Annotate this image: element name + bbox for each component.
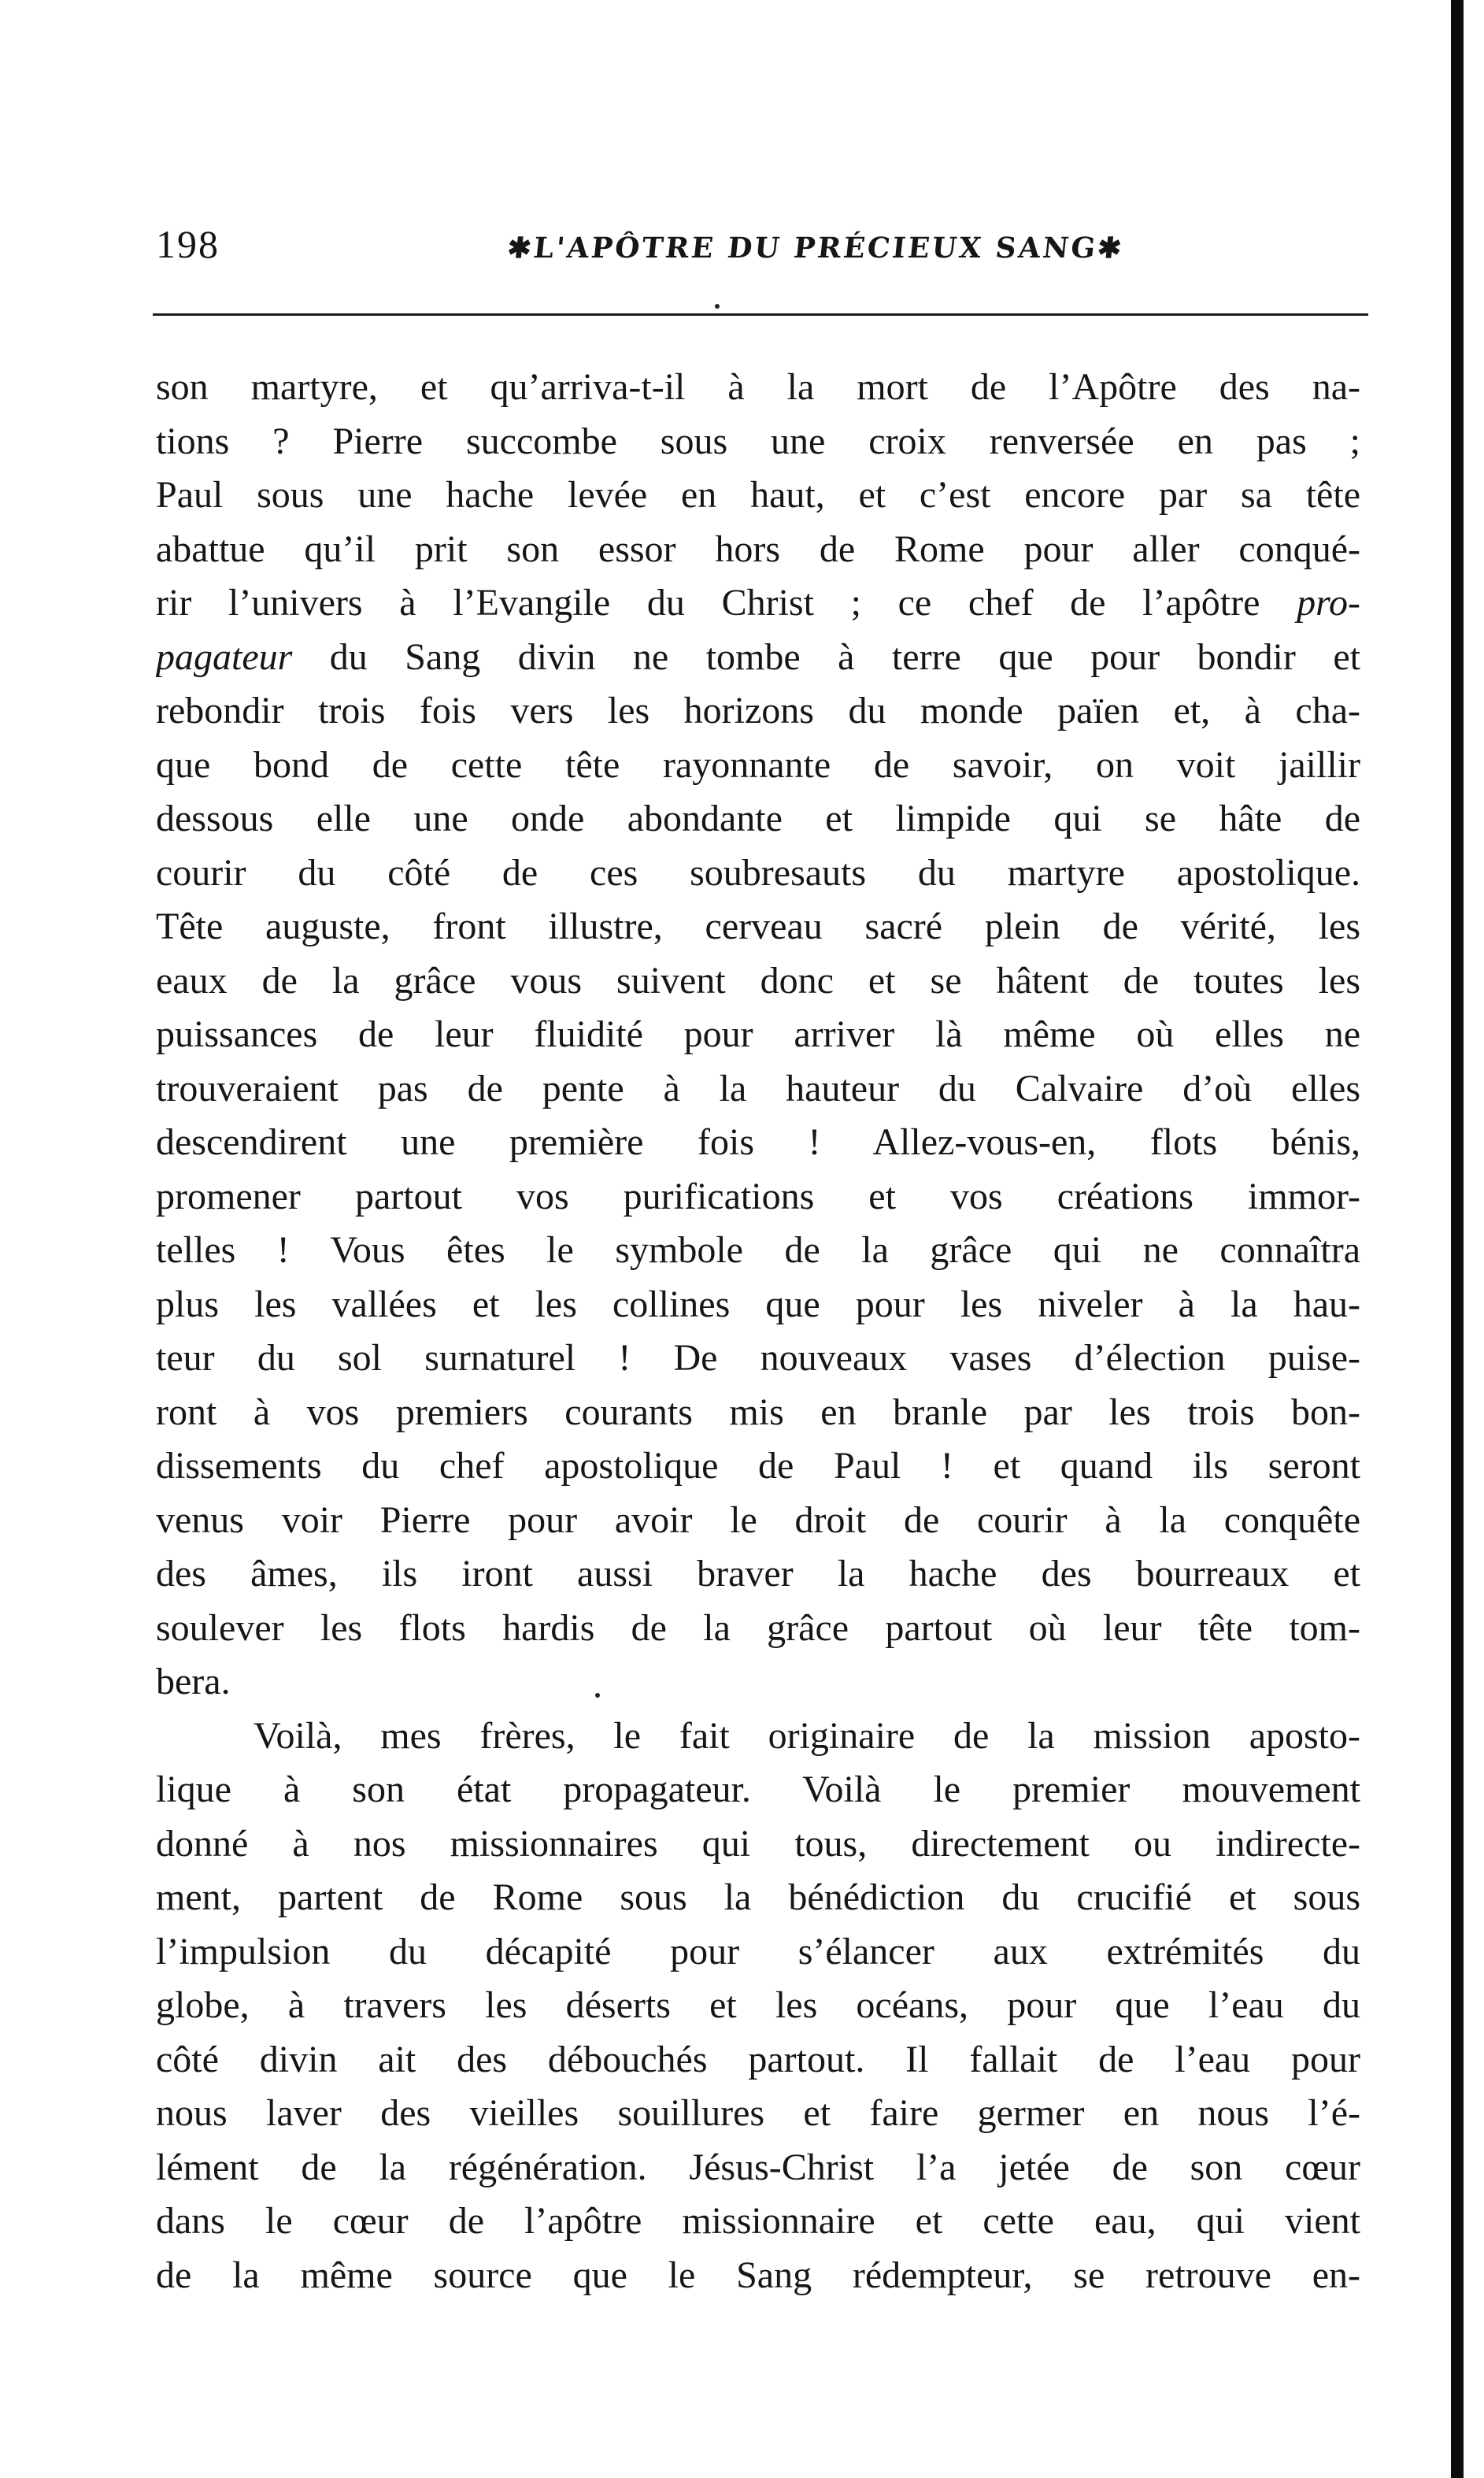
text-line — [156, 631, 1360, 685]
line-text: trouveraient pas de pente à la hauteur du Calvaire d’où elles — [156, 1067, 1360, 1109]
text-line — [156, 1062, 1360, 1117]
running-head-ornamental: ✱L'APÔTRE DU PRÉCIEUX SANG✱ — [505, 232, 1126, 265]
text-line — [156, 361, 1360, 415]
line-text: dans le cœur de l’apôtre missionnaire et cette eau, qui vient — [156, 2200, 1360, 2242]
line-text: lique à son état propagateur. Voilà le premier mouvement — [156, 1769, 1360, 1810]
text-line — [156, 1116, 1360, 1170]
line-text: dessous elle une onde abondante et limpide qui se hâte de — [156, 798, 1360, 839]
line-text: ment, partent de Rome sous la bénédiction du crucifié et sous — [156, 1876, 1360, 1918]
text-line — [156, 954, 1360, 1009]
line-text: du Sang divin ne tombe à terre que pour bondir et — [292, 635, 1360, 678]
page-edge-shadow — [1451, 0, 1464, 2478]
line-text: promener partout vos purifications et vos créations immor- — [156, 1175, 1360, 1217]
line-text: abattue qu’il prit son essor hors de Rome pour aller conqué- — [156, 528, 1360, 570]
line-text: descendirent une première fois ! Allez-vous-en, flots bénis, — [156, 1121, 1360, 1163]
line-text: dissements du chef apostolique de Paul ! et quand ils seront — [156, 1445, 1360, 1487]
line-text: lément de la régénération. Jésus-Christ l’a jetée de son cœur — [156, 2146, 1360, 2188]
text-line — [156, 1655, 1360, 1709]
text-line — [156, 1494, 1360, 1548]
rule-dot — [715, 304, 720, 309]
line-text: de la même source que le Sang rédempteur, se retrouve en- — [156, 2254, 1360, 2296]
line-text: soulever les flots hardis de la grâce partout où leur tête tom- — [156, 1606, 1360, 1649]
page-number: 198 — [156, 222, 220, 266]
line-text: l’impulsion du décapité pour s’élancer aux extrémités du — [156, 1930, 1360, 1972]
line-text: puissances de leur fluidité pour arriver là même où elles ne — [156, 1013, 1360, 1055]
text-line — [156, 2087, 1360, 2141]
line-text: son martyre, et qu’arriva-t-il à la mort de l’Apôtre des na- — [156, 366, 1360, 408]
text-line — [156, 1709, 1360, 1764]
text-line — [156, 1439, 1360, 1494]
line-text: venus voir Pierre pour avoir le droit de courir à la conquête — [156, 1498, 1360, 1541]
text-line — [156, 684, 1360, 739]
text-line — [156, 415, 1360, 469]
text-line — [156, 576, 1360, 631]
text-line — [156, 1763, 1360, 1817]
line-text: tions ? Pierre succombe sous une croix renversée en pas ; — [156, 420, 1360, 462]
text-line — [156, 1817, 1360, 1872]
italic-word: pagateur — [156, 635, 293, 678]
text-line — [156, 1547, 1360, 1602]
text-line — [156, 1170, 1360, 1224]
text-line — [156, 469, 1360, 523]
page-header — [156, 219, 1368, 285]
line-text: donné à nos missionnaires qui tous, directement ou indirecte- — [156, 1822, 1360, 1865]
line-text: côté divin ait des débouchés partout. Il fallait de l’eau pour — [156, 2038, 1360, 2080]
text-line — [156, 1224, 1360, 1278]
text-line — [156, 846, 1360, 901]
line-text: Paul sous une hache levée en haut, et c’est encore par sa tête — [156, 474, 1360, 516]
text-line — [156, 2249, 1360, 2303]
line-text: plus les vallées et les collines que pour les niveler à la hau- — [156, 1283, 1360, 1325]
line-text: que bond de cette tête rayonnante de savoir, on voit jaillir — [156, 743, 1360, 786]
line-text: ront à vos premiers courants mis en branle par les trois bon- — [156, 1391, 1360, 1433]
text-line — [156, 1871, 1360, 1925]
text-line — [156, 1602, 1360, 1656]
text-line — [156, 1008, 1360, 1062]
line-text: rir l’univers à l’Evangile du Christ ; ce chef de l’apôtre — [156, 582, 1297, 624]
text-line — [156, 1386, 1360, 1440]
line-text: telles ! Vous êtes le symbole de la grâce qui ne connaîtra — [156, 1229, 1360, 1271]
text-line — [156, 792, 1360, 846]
line-text: nous laver des vieilles souillures et faire germer en nous l’é- — [156, 2092, 1360, 2134]
text-line — [156, 1332, 1360, 1386]
line-text: teur du sol surnaturel ! De nouveaux vases d’élection puise- — [156, 1337, 1360, 1379]
line-text: courir du côté de ces soubresauts du martyre apostolique. — [156, 851, 1360, 894]
line-text: Tête auguste, front illustre, cerveau sacré plein de vérité, les — [156, 906, 1360, 947]
text-line — [156, 1979, 1360, 2033]
body-text — [156, 361, 1360, 2302]
line-text: Voilà, mes frères, le fait originaire de la mission aposto- — [254, 1714, 1360, 1757]
text-line — [156, 2033, 1360, 2087]
text-line — [156, 739, 1360, 793]
line-text: eaux de la grâce vous suivent donc et se hâtent de toutes les — [156, 959, 1360, 1002]
print-speck — [595, 1693, 600, 1698]
text-line — [156, 900, 1360, 954]
line-text: globe, à travers les déserts et les océans, pour que l’eau du — [156, 1984, 1360, 2026]
line-text: bera. — [156, 1661, 231, 1702]
text-line — [156, 523, 1360, 577]
line-text: rebondir trois fois vers les horizons du monde païen et, à cha- — [156, 690, 1360, 732]
line-text: des âmes, ils iront aussi braver la hache des bourreaux et — [156, 1553, 1360, 1595]
text-line — [156, 2141, 1360, 2195]
text-line — [156, 2195, 1360, 2249]
header-rule — [153, 313, 1368, 316]
italic-word: pro- — [1297, 582, 1360, 624]
text-line — [156, 1925, 1360, 1980]
text-line — [156, 1278, 1360, 1332]
